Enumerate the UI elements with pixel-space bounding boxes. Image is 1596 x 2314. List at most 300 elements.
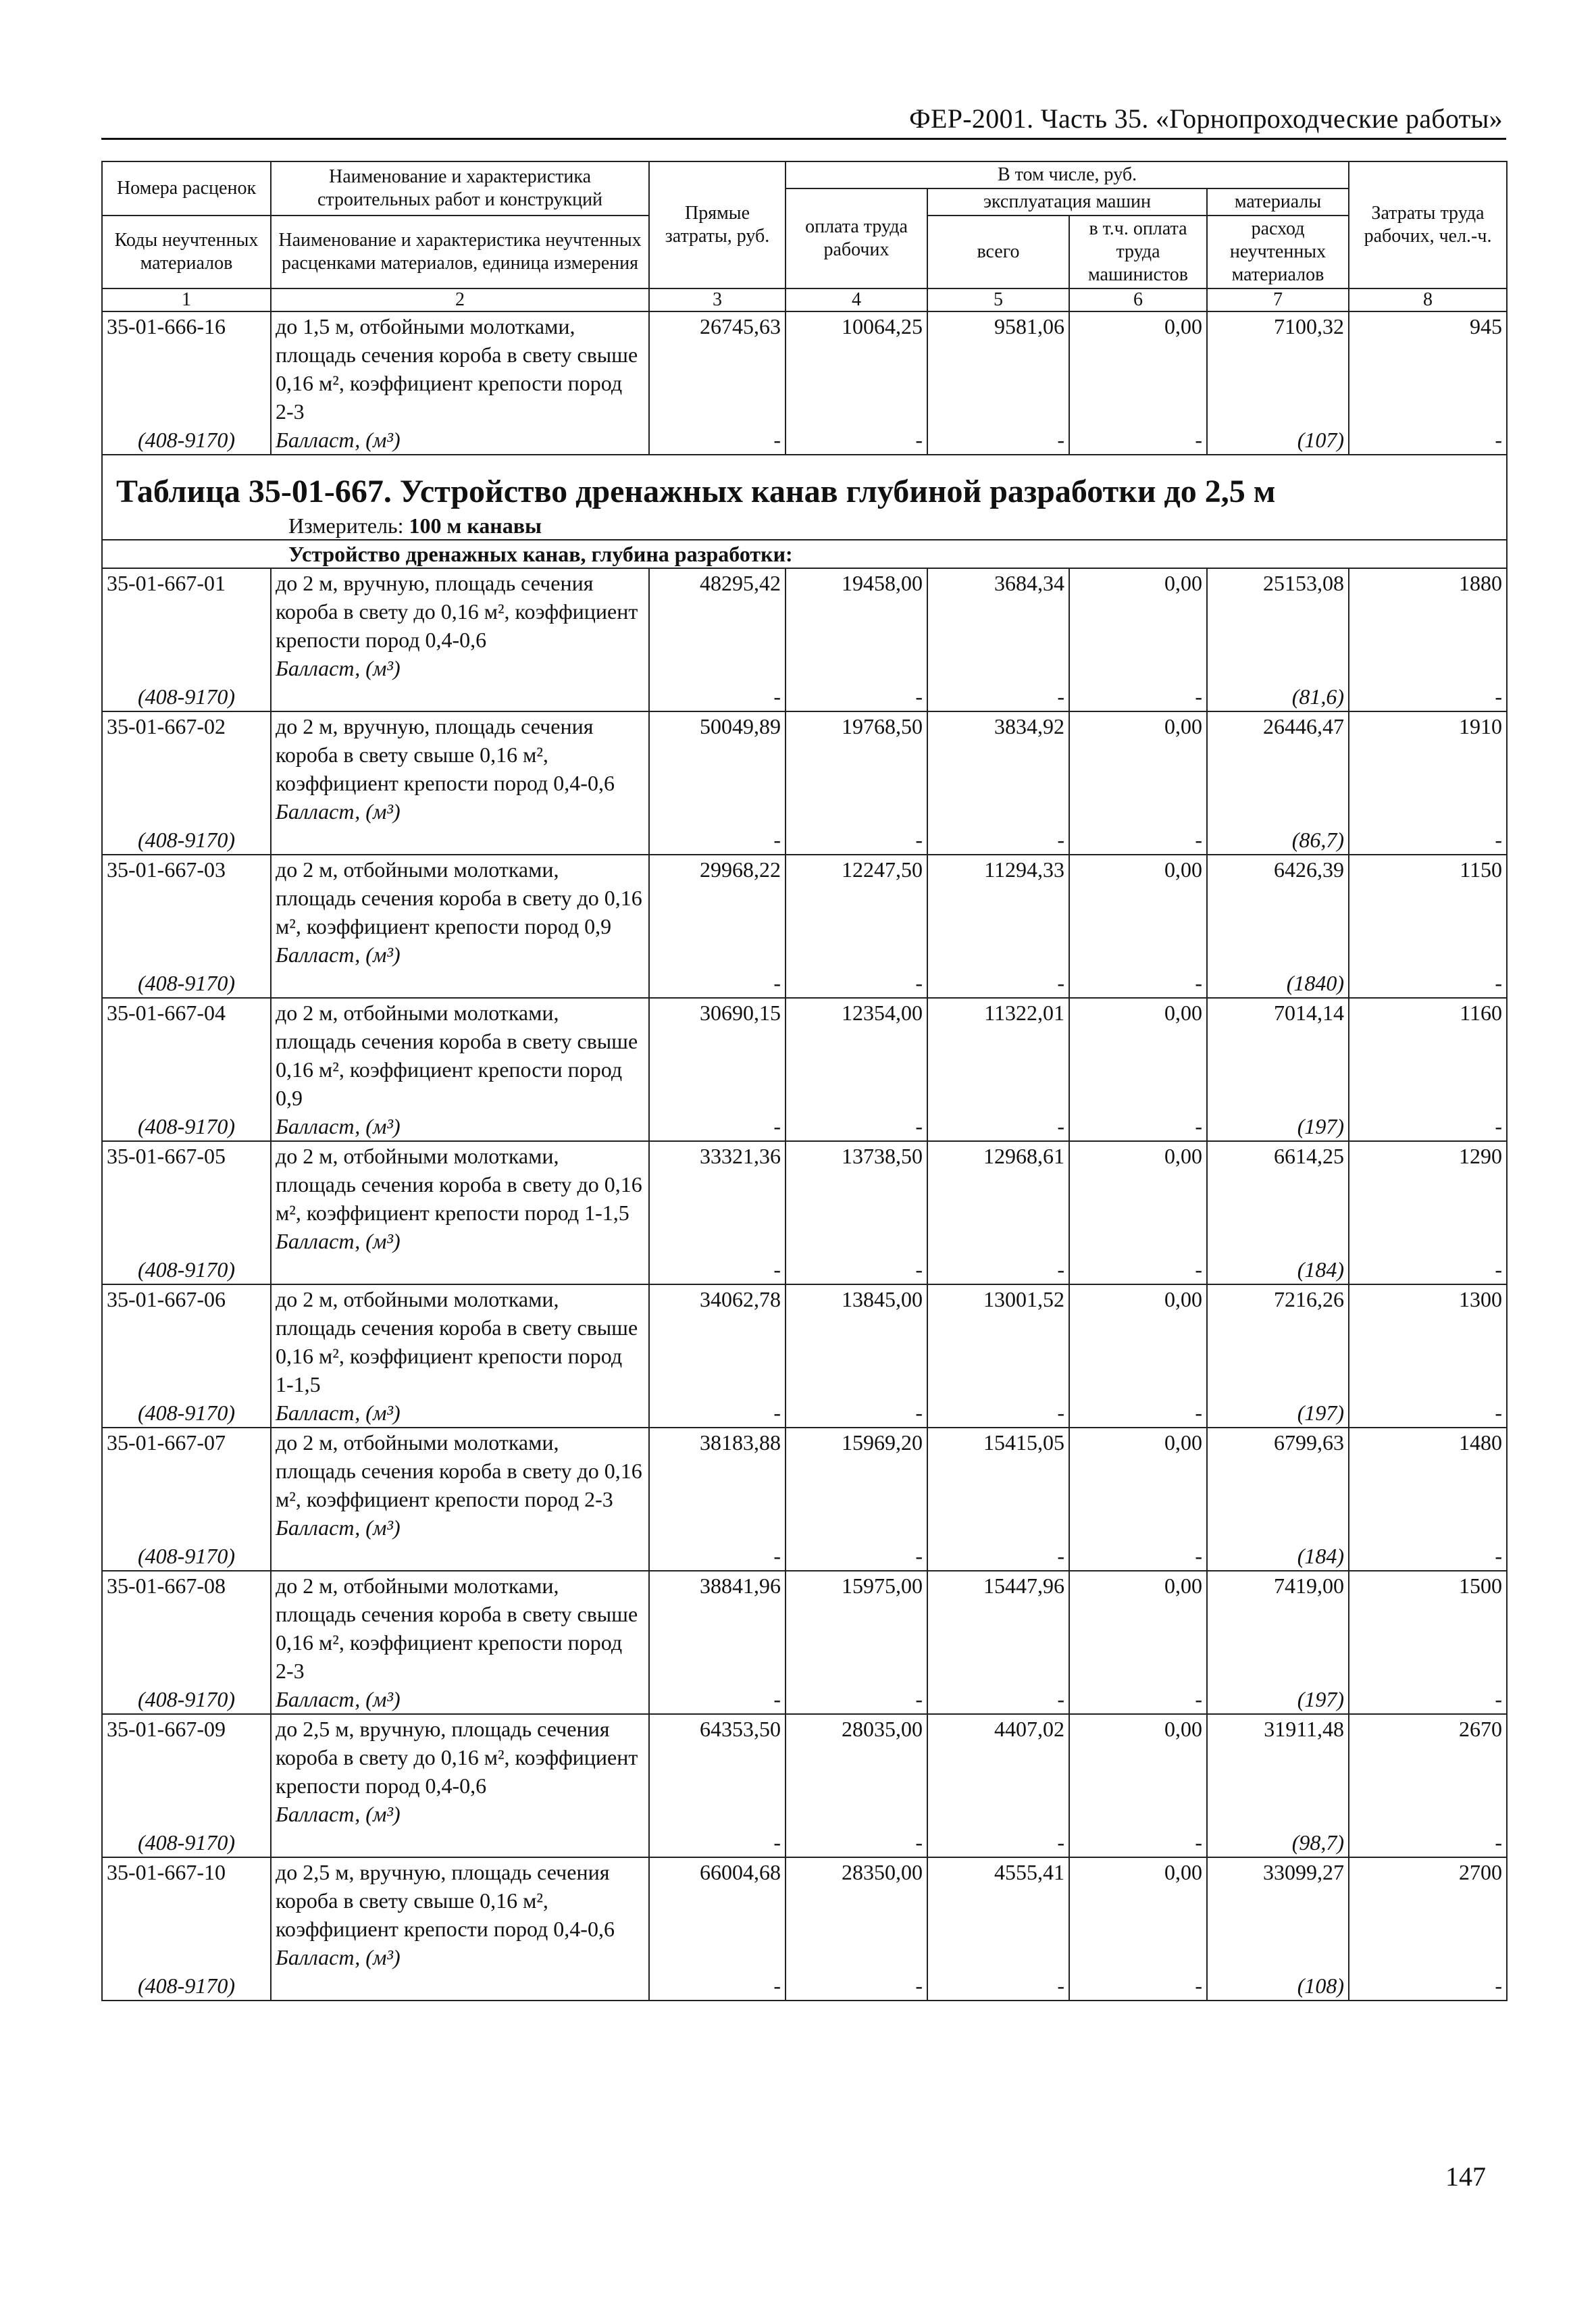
machine-cost-cell <box>927 568 1069 711</box>
materials-cost: 7100,32 <box>1274 314 1345 338</box>
materials-cost-cell <box>1207 1857 1349 2001</box>
dash: - <box>773 684 781 709</box>
labor-hours: 1150 <box>1460 857 1503 882</box>
table-row <box>102 855 1507 998</box>
direct-cost: 29968,22 <box>700 857 781 882</box>
rate-code-cell <box>102 1428 271 1571</box>
rate-code: 35-01-667-07 <box>107 1430 226 1455</box>
material-code: (408-9170) <box>138 971 235 995</box>
material-code: (408-9170) <box>138 1257 235 1282</box>
dash: - <box>1195 1114 1202 1138</box>
dash: - <box>773 1401 781 1425</box>
column-number: 3 <box>649 288 786 311</box>
direct-cost-cell <box>649 1571 786 1714</box>
dash: - <box>1195 1544 1202 1568</box>
material-code: (408-9170) <box>138 1114 235 1138</box>
labor-cost: 13845,00 <box>842 1287 923 1311</box>
dash: - <box>1495 1257 1503 1282</box>
material-code: (408-9170) <box>138 1973 235 1998</box>
labor-cost-cell <box>786 1284 927 1428</box>
labor-cost: 12354,00 <box>842 1001 923 1025</box>
labor-cost-cell <box>786 1714 927 1857</box>
material-quantity: (184) <box>1297 1544 1345 1568</box>
operator-labor-cell <box>1069 568 1207 711</box>
labor-hours-cell <box>1349 855 1507 998</box>
dash: - <box>1057 828 1064 852</box>
materials-head: материалы <box>1207 188 1349 216</box>
material-quantity: (98,7) <box>1291 1830 1345 1855</box>
material-description: Балласт, (м³) <box>276 1229 401 1253</box>
material-code: (408-9170) <box>138 1830 235 1855</box>
labor-cost-cell <box>786 1141 927 1284</box>
description-cell <box>271 1857 649 2001</box>
col2-head-bottom: Наименование и характеристика неучтенных расценками материалов, единица измерения <box>271 216 649 288</box>
operator-labor-cell <box>1069 711 1207 855</box>
labor-cost-cell <box>786 855 927 998</box>
table-title-cell <box>102 455 1507 540</box>
machine-cost-cell <box>927 1428 1069 1571</box>
labor-cost: 13738,50 <box>842 1144 923 1168</box>
work-description: до 1,5 м, отбойными молотками, площадь сечения короба в свету свыше 0,16 м², коэффициент крепости пород 2-3 <box>276 314 638 424</box>
dash: - <box>1057 1401 1064 1425</box>
col4-head: оплата труда рабочих <box>786 188 927 288</box>
dash: - <box>1057 1830 1064 1855</box>
section-row <box>102 540 1507 568</box>
work-description: до 2 м, отбойными молотками, площадь сечения короба в свету свыше 0,16 м², коэффициент крепости пород 1-1,5 <box>276 1287 638 1397</box>
materials-cost: 7419,00 <box>1274 1574 1345 1598</box>
operator-labor: 0,00 <box>1164 1860 1202 1884</box>
labor-hours-cell <box>1349 1571 1507 1714</box>
labor-hours: 945 <box>1470 314 1503 338</box>
labor-hours-cell <box>1349 1428 1507 1571</box>
dash: - <box>773 1544 781 1568</box>
dash: - <box>773 1257 781 1282</box>
table-row <box>102 1284 1507 1428</box>
material-quantity: (197) <box>1297 1114 1345 1138</box>
dash: - <box>915 1544 923 1568</box>
work-description: до 2,5 м, вручную, площадь сечения короба в свету свыше 0,16 м², коэффициент крепости пород 0,4-0,6 <box>276 1860 615 1941</box>
rate-code: 35-01-667-09 <box>107 1717 226 1741</box>
labor-hours-cell <box>1349 1284 1507 1428</box>
table-row <box>102 1857 1507 2001</box>
labor-hours-cell <box>1349 998 1507 1141</box>
materials-cost-cell <box>1207 1571 1349 1714</box>
operator-labor-cell <box>1069 1284 1207 1428</box>
dash: - <box>773 1973 781 1998</box>
operator-labor-cell <box>1069 1714 1207 1857</box>
column-numbers-row <box>102 288 1507 311</box>
materials-cost: 26446,47 <box>1263 714 1345 738</box>
labor-hours: 1500 <box>1459 1574 1503 1598</box>
direct-cost-cell <box>649 568 786 711</box>
material-description: Балласт, (м³) <box>276 1515 401 1540</box>
dash: - <box>1195 1830 1202 1855</box>
dash: - <box>915 1401 923 1425</box>
dash: - <box>1495 1830 1503 1855</box>
machine-cost: 4407,02 <box>994 1717 1064 1741</box>
rate-code-cell <box>102 855 271 998</box>
rate-code-cell <box>102 311 271 455</box>
machine-cost-cell <box>927 711 1069 855</box>
dash: - <box>773 1687 781 1711</box>
labor-cost-cell <box>786 568 927 711</box>
direct-cost-cell <box>649 1428 786 1571</box>
operator-labor-cell <box>1069 855 1207 998</box>
machine-cost: 3834,92 <box>994 714 1064 738</box>
material-description: Балласт, (м³) <box>276 656 401 680</box>
machine-cost-cell <box>927 855 1069 998</box>
machine-cost: 13001,52 <box>983 1287 1064 1311</box>
rate-code-cell <box>102 998 271 1141</box>
direct-cost: 38183,88 <box>700 1430 781 1455</box>
labor-hours: 1910 <box>1459 714 1503 738</box>
description-cell <box>271 711 649 855</box>
table-title: Таблица 35-01-667. Устройство дренажных канав глубиной разработки до 2,5 м <box>116 474 1276 509</box>
materials-cost: 7216,26 <box>1274 1287 1345 1311</box>
rate-code: 35-01-666-16 <box>107 314 226 338</box>
table-row <box>102 568 1507 711</box>
direct-cost: 48295,42 <box>700 571 781 595</box>
operator-labor: 0,00 <box>1164 857 1202 882</box>
materials-cost: 31911,48 <box>1264 1717 1345 1741</box>
material-code: (408-9170) <box>138 684 235 709</box>
operator-labor: 0,00 <box>1164 1287 1202 1311</box>
labor-hours: 1880 <box>1459 571 1503 595</box>
material-code: (408-9170) <box>138 1401 235 1425</box>
work-description: до 2 м, отбойными молотками, площадь сечения короба в свету до 0,16 м², коэффициент крепости пород 0,9 <box>276 857 642 938</box>
direct-cost-cell <box>649 1714 786 1857</box>
labor-hours: 1480 <box>1459 1430 1503 1455</box>
materials-cost-cell <box>1207 1714 1349 1857</box>
materials-cost: 33099,27 <box>1263 1860 1345 1884</box>
dash: - <box>1195 1401 1202 1425</box>
machine-cost: 12968,61 <box>983 1144 1064 1168</box>
labor-hours-cell <box>1349 568 1507 711</box>
meter-line <box>103 512 1506 539</box>
header-row-1 <box>102 161 1507 188</box>
dash: - <box>1057 1973 1064 1998</box>
operator-labor: 0,00 <box>1164 1574 1202 1598</box>
description-cell <box>271 998 649 1141</box>
operator-labor-cell <box>1069 1428 1207 1571</box>
labor-cost-cell <box>786 1857 927 2001</box>
direct-cost-cell <box>649 1284 786 1428</box>
machine-cost: 11294,33 <box>984 857 1064 882</box>
material-description: Балласт, (м³) <box>276 1114 401 1138</box>
materials-cost: 6614,25 <box>1274 1144 1345 1168</box>
operator-labor: 0,00 <box>1164 571 1202 595</box>
dash: - <box>1495 1114 1503 1138</box>
group-head: В том числе, руб. <box>786 161 1349 188</box>
machine-cost: 11322,01 <box>984 1001 1064 1025</box>
material-quantity: (197) <box>1297 1401 1345 1425</box>
rate-code: 35-01-667-03 <box>107 857 226 882</box>
description-cell <box>271 1714 649 1857</box>
direct-cost: 30690,15 <box>700 1001 781 1025</box>
materials-cost: 25153,08 <box>1263 571 1345 595</box>
machines-head: эксплуатация машин <box>927 188 1207 216</box>
materials-cost-cell <box>1207 711 1349 855</box>
rates-table <box>101 161 1508 2001</box>
dash: - <box>1057 428 1064 452</box>
material-description: Балласт, (м³) <box>276 1401 401 1425</box>
machine-cost: 15415,05 <box>983 1430 1064 1455</box>
column-number: 7 <box>1207 288 1349 311</box>
machine-cost: 3684,34 <box>994 571 1064 595</box>
labor-hours-cell <box>1349 1857 1507 2001</box>
rate-code: 35-01-667-04 <box>107 1001 226 1025</box>
material-description: Балласт, (м³) <box>276 799 401 824</box>
machine-cost-cell <box>927 1284 1069 1428</box>
materials-cost-cell <box>1207 998 1349 1141</box>
labor-cost: 19458,00 <box>842 571 923 595</box>
table-row <box>102 1714 1507 1857</box>
operator-labor: 0,00 <box>1164 714 1202 738</box>
description-cell <box>271 855 649 998</box>
section-label: Устройство дренажных канав, глубина разработки: <box>102 540 1507 568</box>
dash: - <box>1495 684 1503 709</box>
materials-cost-cell <box>1207 1284 1349 1428</box>
page-number: 147 <box>1445 2161 1486 2192</box>
labor-hours: 2670 <box>1459 1717 1503 1741</box>
description-cell <box>271 568 649 711</box>
dash: - <box>773 1830 781 1855</box>
direct-cost: 50049,89 <box>700 714 781 738</box>
dash: - <box>1057 1114 1064 1138</box>
material-quantity: (81,6) <box>1291 684 1345 709</box>
operator-labor: 0,00 <box>1164 1717 1202 1741</box>
table-row <box>102 1428 1507 1571</box>
description-cell <box>271 1141 649 1284</box>
col2-head-top: Наименование и характеристика строительных работ и конструкций <box>271 161 649 216</box>
col8-head: Затраты труда рабочих, чел.-ч. <box>1349 161 1507 288</box>
labor-hours-cell <box>1349 1714 1507 1857</box>
operator-labor-cell <box>1069 1141 1207 1284</box>
dash: - <box>1195 1687 1202 1711</box>
running-header: ФЕР-2001. Часть 35. «Горнопроходческие работы» <box>909 103 1503 134</box>
labor-cost-cell <box>786 1428 927 1571</box>
material-quantity: (1840) <box>1286 971 1345 995</box>
dash: - <box>1495 428 1503 452</box>
labor-hours-cell <box>1349 711 1507 855</box>
direct-cost: 26745,63 <box>700 314 781 338</box>
machine-cost-cell <box>927 1714 1069 1857</box>
machine-cost-cell <box>927 1857 1069 2001</box>
column-number: 5 <box>927 288 1069 311</box>
direct-cost-cell <box>649 1857 786 2001</box>
operator-labor-cell <box>1069 1571 1207 1714</box>
direct-cost-cell <box>649 998 786 1141</box>
col1-head-top: Номера расценок <box>102 161 271 216</box>
work-description: до 2 м, вручную, площадь сечения короба в свету свыше 0,16 м², коэффициент крепости пород 0,4-0,6 <box>276 714 615 795</box>
labor-cost: 12247,50 <box>842 857 923 882</box>
machine-cost: 15447,96 <box>983 1574 1064 1598</box>
labor-hours-cell <box>1349 311 1507 455</box>
materials-cost-cell <box>1207 855 1349 998</box>
dash: - <box>1495 1687 1503 1711</box>
dash: - <box>1057 971 1064 995</box>
direct-cost-cell <box>649 711 786 855</box>
column-number: 2 <box>271 288 649 311</box>
rate-code: 35-01-667-02 <box>107 714 226 738</box>
materials-cost-cell <box>1207 1141 1349 1284</box>
material-description: Балласт, (м³) <box>276 942 401 967</box>
direct-cost: 33321,36 <box>700 1144 781 1168</box>
dash: - <box>1495 828 1503 852</box>
operator-labor-cell <box>1069 1857 1207 2001</box>
work-description: до 2 м, отбойными молотками, площадь сечения короба в свету до 0,16 м², коэффициент крепости пород 1-1,5 <box>276 1144 642 1225</box>
material-quantity: (86,7) <box>1291 828 1345 852</box>
materials-cost-cell <box>1207 1428 1349 1571</box>
work-description: до 2 м, отбойными молотками, площадь сечения короба в свету свыше 0,16 м², коэффициент крепости пород 2-3 <box>276 1574 638 1683</box>
table-row <box>102 711 1507 855</box>
dash: - <box>915 1257 923 1282</box>
dash: - <box>1057 684 1064 709</box>
dash: - <box>1495 971 1503 995</box>
work-description: до 2 м, вручную, площадь сечения короба в свету до 0,16 м², коэффициент крепости пород 0,4-0,6 <box>276 571 638 652</box>
dash: - <box>1195 971 1202 995</box>
dash: - <box>1057 1544 1064 1568</box>
dash: - <box>915 1973 923 1998</box>
operator-labor-cell <box>1069 311 1207 455</box>
dash: - <box>773 428 781 452</box>
direct-cost: 64353,50 <box>700 1717 781 1741</box>
table-title-row <box>102 455 1507 540</box>
material-quantity: (108) <box>1297 1973 1345 1998</box>
dash: - <box>773 971 781 995</box>
rate-code-cell <box>102 568 271 711</box>
meter-label: Измеритель: <box>288 513 404 538</box>
rate-code-cell <box>102 711 271 855</box>
labor-cost: 15975,00 <box>842 1574 923 1598</box>
dash: - <box>915 428 923 452</box>
description-cell <box>271 1284 649 1428</box>
column-number: 1 <box>102 288 271 311</box>
direct-cost-cell <box>649 855 786 998</box>
dash: - <box>1195 684 1202 709</box>
rate-code-cell <box>102 1714 271 1857</box>
labor-hours: 1290 <box>1459 1144 1503 1168</box>
material-quantity: (197) <box>1297 1687 1345 1711</box>
labor-cost: 10064,25 <box>842 314 923 338</box>
material-quantity: (107) <box>1297 428 1345 452</box>
dash: - <box>915 971 923 995</box>
material-description: Балласт, (м³) <box>276 1945 401 1969</box>
description-cell <box>271 311 649 455</box>
rate-code-cell <box>102 1284 271 1428</box>
col6-head: в т.ч. оплата труда машинистов <box>1069 216 1207 288</box>
labor-hours: 1160 <box>1460 1001 1503 1025</box>
direct-cost-cell <box>649 1141 786 1284</box>
labor-cost-cell <box>786 998 927 1141</box>
dash: - <box>1495 1973 1503 1998</box>
operator-labor: 0,00 <box>1164 314 1202 338</box>
machine-cost-cell <box>927 1141 1069 1284</box>
labor-cost: 15969,20 <box>842 1430 923 1455</box>
material-code: (408-9170) <box>138 828 235 852</box>
column-number: 8 <box>1349 288 1507 311</box>
dash: - <box>1195 1973 1202 1998</box>
operator-labor-cell <box>1069 998 1207 1141</box>
material-quantity: (184) <box>1297 1257 1345 1282</box>
header-rule <box>101 138 1506 140</box>
rate-code: 35-01-667-08 <box>107 1574 226 1598</box>
dash: - <box>915 828 923 852</box>
dash: - <box>1057 1687 1064 1711</box>
operator-labor: 0,00 <box>1164 1144 1202 1168</box>
machine-cost-cell <box>927 1571 1069 1714</box>
rate-code-cell <box>102 1571 271 1714</box>
rate-code: 35-01-667-06 <box>107 1287 226 1311</box>
work-description: до 2 м, отбойными молотками, площадь сечения короба в свету свыше 0,16 м², коэффициент крепости пород 0,9 <box>276 1001 638 1110</box>
rate-code-cell <box>102 1141 271 1284</box>
dash: - <box>915 684 923 709</box>
operator-labor: 0,00 <box>1164 1430 1202 1455</box>
labor-cost: 28035,00 <box>842 1717 923 1741</box>
labor-cost: 28350,00 <box>842 1860 923 1884</box>
rate-code: 35-01-667-01 <box>107 571 226 595</box>
col5-head: всего <box>927 216 1069 288</box>
dash: - <box>1195 428 1202 452</box>
meter-value: 100 м канавы <box>409 513 542 538</box>
labor-cost-cell <box>786 711 927 855</box>
material-description: Балласт, (м³) <box>276 428 401 452</box>
dash: - <box>915 1687 923 1711</box>
machine-cost: 4555,41 <box>994 1860 1064 1884</box>
table-row <box>102 1571 1507 1714</box>
table-row <box>102 998 1507 1141</box>
dash: - <box>1057 1257 1064 1282</box>
direct-cost: 38841,96 <box>700 1574 781 1598</box>
col3-head: Прямые затраты, руб. <box>649 161 786 288</box>
rate-code-cell <box>102 1857 271 2001</box>
work-description: до 2,5 м, вручную, площадь сечения короба в свету до 0,16 м², коэффициент крепости пород 0,4-0,6 <box>276 1717 638 1798</box>
material-code: (408-9170) <box>138 1687 235 1711</box>
col1-head-bottom: Коды неучтенных материалов <box>102 216 271 288</box>
table-row <box>102 311 1507 455</box>
labor-hours-cell <box>1349 1141 1507 1284</box>
dash: - <box>773 828 781 852</box>
labor-cost: 19768,50 <box>842 714 923 738</box>
description-cell <box>271 1571 649 1714</box>
dash: - <box>1195 828 1202 852</box>
materials-cost-cell <box>1207 311 1349 455</box>
description-cell <box>271 1428 649 1571</box>
material-description: Балласт, (м³) <box>276 1687 401 1711</box>
work-description: до 2 м, отбойными молотками, площадь сечения короба в свету до 0,16 м², коэффициент крепости пород 2-3 <box>276 1430 642 1511</box>
operator-labor: 0,00 <box>1164 1001 1202 1025</box>
column-number: 4 <box>786 288 927 311</box>
rate-code: 35-01-667-05 <box>107 1144 226 1168</box>
labor-cost-cell <box>786 1571 927 1714</box>
direct-cost: 66004,68 <box>700 1860 781 1884</box>
materials-cost: 6799,63 <box>1274 1430 1345 1455</box>
labor-hours: 2700 <box>1459 1860 1503 1884</box>
dash: - <box>773 1114 781 1138</box>
machine-cost-cell <box>927 998 1069 1141</box>
machine-cost-cell <box>927 311 1069 455</box>
materials-cost: 6426,39 <box>1274 857 1345 882</box>
table-row <box>102 1141 1507 1284</box>
direct-cost-cell <box>649 311 786 455</box>
materials-cost-cell <box>1207 568 1349 711</box>
material-code: (408-9170) <box>138 1544 235 1568</box>
col7-head: расход неучтенных материалов <box>1207 216 1349 288</box>
rate-code: 35-01-667-10 <box>107 1860 226 1884</box>
labor-cost-cell <box>786 311 927 455</box>
direct-cost: 34062,78 <box>700 1287 781 1311</box>
dash: - <box>915 1114 923 1138</box>
